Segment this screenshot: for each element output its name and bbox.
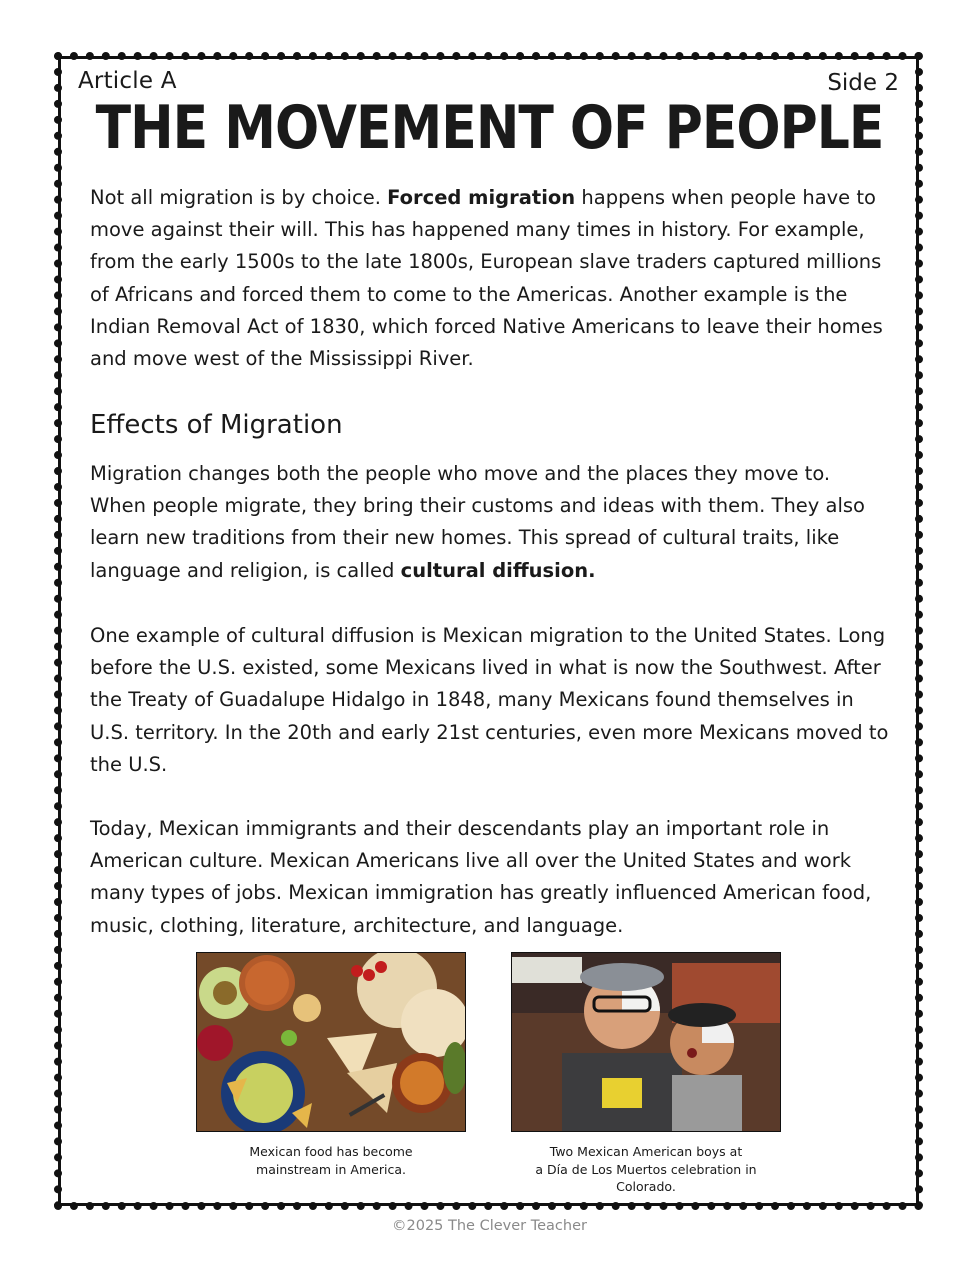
cultural-diffusion-paragraph: Migration changes both the people who move and the places they move to. When people migrate, they bring their customs and ideas with them. They also learn new traditions from their new homes. This spread of cultural traits, like language and religion, is called cultural diffusion. [90,462,865,582]
article-label: Article A [78,68,177,94]
forced-migration-paragraph: Not all migration is by choice. Forced migration happens when people have to move against their will. This has happened many times in history. For example, from the early 1500s to the late 1800s, European slave traders captured millions of Africans and forced them to come to the Americas. Another example is the Indian Removal Act of 1830, which forced Native Americans to leave their homes and move west of the Mississippi River. [90,186,883,371]
mexican-migration-paragraph: One example of cultural diffusion is Mexican migration to the United States. Long before the U.S. existed, some Mexicans lived in what is now the Southwest. After the Treaty of Guadalupe Hidalgo in 1848, many Mexicans found themselves in U.S. territory. In the 20th and early 21st centuries, even more Mexicans moved to the U.S. [90,624,889,776]
side-label: Side 2 [827,70,899,96]
boys-celebration-photo [511,952,781,1132]
mexican-food-photo [196,952,466,1132]
page-title: THE MOVEMENT OF PEOPLE [95,94,884,163]
boys-photo-caption: Two Mexican American boys at a Día de Los Muertos celebration in Colorado. [535,1144,757,1194]
copyright-footer: ©2025 The Clever Teacher [392,1218,587,1234]
term-cultural-diffusion: cultural diffusion. [400,558,596,582]
mexican-influence-paragraph: Today, Mexican immigrants and their descendants play an important role in American culture. Mexican Americans live all over the United States and work many types of jobs. Mexican immigration has greatly influenced American food, music, clothing, literature, architecture, and language. [90,817,872,937]
food-photo-caption: Mexican food has become mainstream in America. [249,1144,413,1177]
section-heading: Effects of Migration [90,410,343,440]
term-forced-migration: Forced migration [387,186,576,209]
